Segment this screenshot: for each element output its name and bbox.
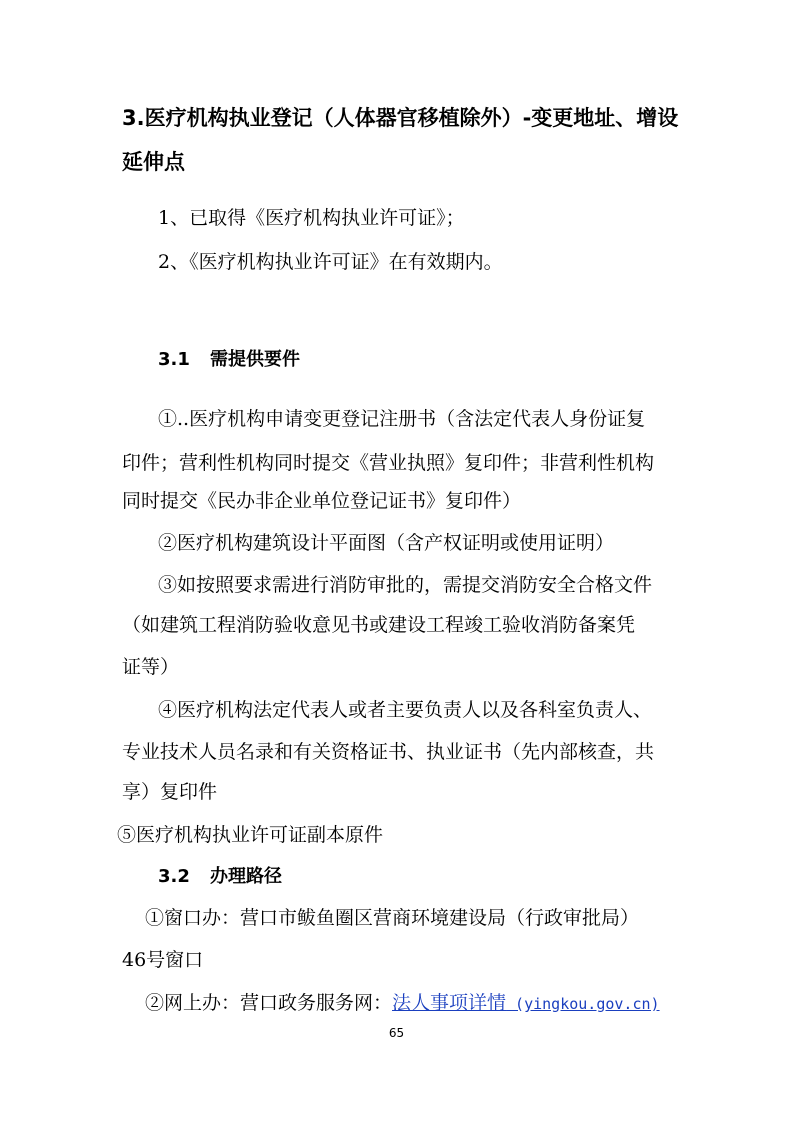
- section-heading-line-1: 3.医疗机构执业登记（人体器官移植除外）-变更地址、增设: [122, 106, 679, 130]
- subsection-number: 3.2: [158, 866, 190, 887]
- section-heading-line-2: 延伸点: [122, 150, 185, 174]
- subsection-title: 需提供要件: [210, 349, 300, 370]
- required-item-4-line-1: ④医疗机构法定代表人或者主要负责人以及各科室负责人、: [158, 699, 653, 721]
- required-item-3-line-3: 证等）: [122, 656, 180, 678]
- required-item-1-line-3: 同时提交《民办非企业单位登记证书》复印件）: [122, 490, 522, 512]
- service-portal-link[interactable]: [392, 992, 660, 1014]
- required-item-4-line-3: 享）复印件: [122, 781, 218, 803]
- required-item-1-line-1: ①..医疗机构申请变更登记注册书（含法定代表人身份证复: [158, 408, 646, 430]
- condition-2: 2、《医疗机构执业许可证》在有效期内。: [158, 251, 503, 273]
- condition-1: 1、已取得《医疗机构执业许可证》；: [158, 207, 465, 229]
- required-item-2: ②医疗机构建筑设计平面图（含产权证明或使用证明）: [158, 532, 615, 554]
- required-item-1-line-2: 印件；营利性机构同时提交《营业执照》复印件；非营利性机构: [122, 452, 655, 474]
- link-domain: (yingkou.gov.cn): [506, 995, 660, 1013]
- subsection-title: 办理路径: [210, 866, 282, 887]
- subsection-number: 3.1: [158, 349, 190, 370]
- link-text: 法人事项详情: [392, 992, 507, 1014]
- required-item-3-line-1: ③如按照要求需进行消防审批的，需提交消防安全合格文件: [158, 574, 653, 596]
- subsection-heading-required-materials: [158, 347, 300, 373]
- required-item-4-line-2: 专业技术人员名录和有关资格证书、执业证书（先内部核查，共: [122, 741, 655, 763]
- required-item-3-line-2: （如建筑工程消防验收意见书或建设工程竣工验收消防备案凭: [122, 614, 636, 636]
- path-window-line-2: 46号窗口: [122, 949, 204, 971]
- path-online: [145, 989, 705, 1018]
- path-online-label: ②网上办：营口政务服务网：: [145, 992, 393, 1014]
- page-number: 65: [388, 1026, 405, 1040]
- path-window-line-1: ①窗口办：营口市鲅鱼圈区营商环境建设局（行政审批局）: [145, 907, 640, 929]
- required-item-5: ⑤医疗机构执业许可证副本原件: [117, 824, 384, 846]
- subsection-heading-handling-path: [158, 864, 282, 890]
